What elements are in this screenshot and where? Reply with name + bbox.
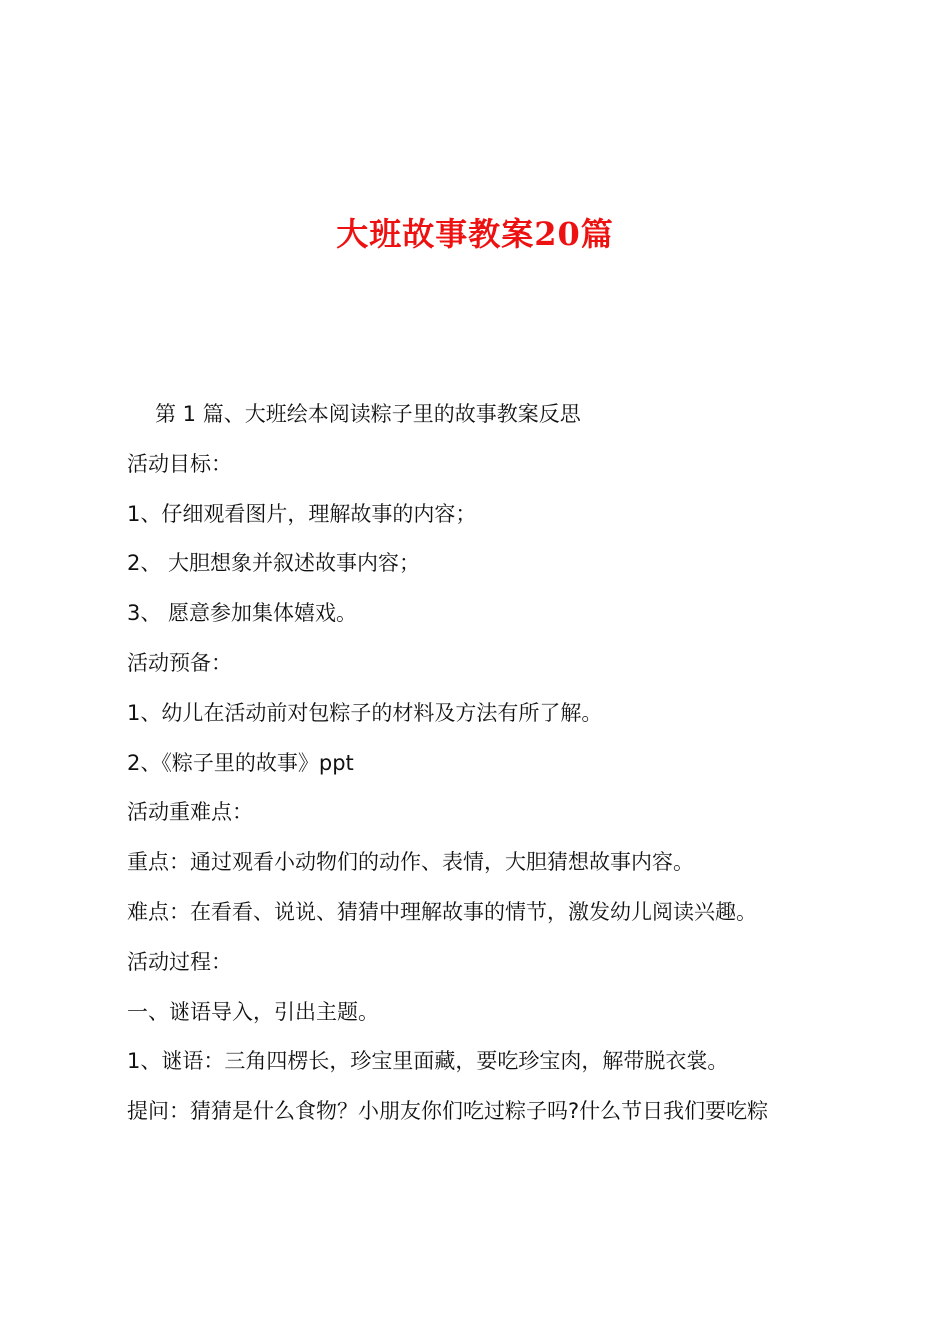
chapter-heading: 第 1 篇、大班绘本阅读粽子里的故事教案反思 — [155, 402, 581, 426]
riddle-line: 1、谜语：三角四楞长，珍宝里面藏，要吃珍宝肉，解带脱衣裳。 — [127, 1049, 729, 1074]
preparation-item-2: 2、《粽子里的故事》ppt — [127, 750, 354, 775]
goal-item-1: 1、仔细观看图片，理解故事的内容； — [127, 501, 477, 526]
goal-item-2: 2、 大胆想象并叙述故事内容； — [127, 551, 421, 576]
key-point: 重点：通过观看小动物们的动作、表情，大胆猜想故事内容。 — [127, 850, 694, 875]
section-heading-goals: 活动目标： — [127, 451, 232, 476]
section-heading-process: 活动过程： — [127, 949, 232, 974]
section-heading-preparation: 活动预备： — [127, 650, 232, 675]
section-heading-key-points: 活动重难点： — [127, 800, 253, 825]
document-title: 大班故事教案20篇 — [336, 215, 614, 253]
document-body — [127, 393, 847, 1140]
process-step-1: 一、谜语导入，引出主题。 — [127, 999, 379, 1024]
question-line: 提问：猜猜是什么食物？小朋友你们吃过粽子吗?什么节日我们要吃粽 — [127, 1099, 769, 1124]
difficult-point: 难点：在看看、说说、猜猜中理解故事的情节，激发幼儿阅读兴趣。 — [127, 899, 757, 924]
preparation-item-1: 1、幼儿在活动前对包粽子的材料及方法有所了解。 — [127, 700, 603, 725]
goal-item-3: 3、 愿意参加集体嬉戏。 — [127, 601, 358, 626]
